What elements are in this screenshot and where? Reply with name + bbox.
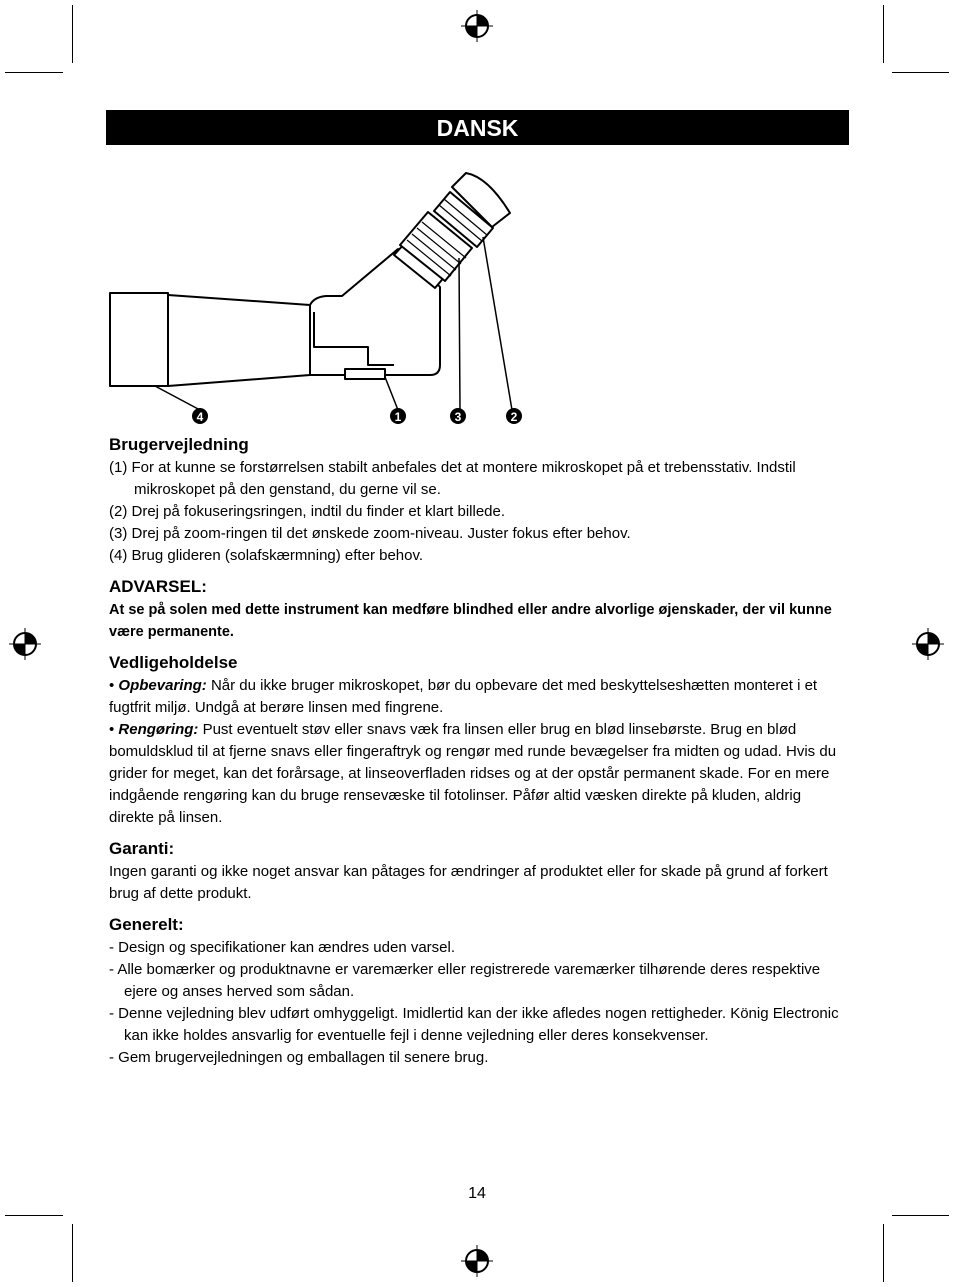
crop-mark bbox=[5, 72, 63, 73]
crop-mark bbox=[883, 1224, 884, 1282]
general-heading: Generelt: bbox=[109, 915, 184, 934]
maintenance-section bbox=[109, 651, 849, 829]
list-item: - Design og specifikationer kan ændres uden varsel. bbox=[109, 939, 456, 956]
cleaning-text: Pust eventuelt støv eller snavs væk fra linsen eller brug en blød linsebørste. Brug en blød bomuldsklud til at fjerne snavs eller fingeraftryk og rengør med runde bevægelser fra midten og udad. Hvis du grider for meget, kan det forårsage, at linseoverfladen ridses og at der opstår permanent skade. For en mere indgående rengøring kan du bruge rensevæske til fotolinser. Påfør altid væsken direkte på kluden, aldrig direkte på linsen. bbox=[109, 721, 837, 826]
registration-mark-icon bbox=[8, 627, 42, 661]
usage-section bbox=[109, 433, 849, 567]
svg-text:4: 4 bbox=[196, 410, 204, 424]
page-title: DANSK bbox=[106, 110, 849, 145]
page-number: 14 bbox=[468, 1185, 486, 1202]
manual-content bbox=[109, 433, 849, 1069]
registration-mark-icon bbox=[460, 1244, 494, 1278]
cleaning-paragraph: • Rengøring: Pust eventuelt støv eller snavs væk fra linsen eller brug en blød linsebørste. Brug en blød bomuldsklud til at fjerne snavs eller fingeraftryk og rengør med runde bevægelser fra midten og udad. Hvis du grider for meget, kan det forårsage, at linseoverfladen ridses og at der opstår permanent skade. For en mere indgående rengøring kan du bruge rensevæske til fotolinser. Påfør altid væsken direkte på kluden, aldrig direkte på linsen. bbox=[109, 721, 837, 826]
storage-paragraph: • Opbevaring: Når du ikke bruger mikroskopet, bør du opbevare det med beskyttelseshætten monteret i et fugtfrit miljø. Undgå at berøre linsen med fingrene. bbox=[109, 677, 818, 716]
svg-text:1: 1 bbox=[394, 410, 402, 424]
maintenance-heading: Vedligeholdelse bbox=[109, 653, 238, 672]
list-item: - Alle bomærker og produktnavne er varemærker eller registrerede varemærker tilhørende deres respektive ejere og anses herved som sådan. bbox=[109, 961, 821, 1000]
general-section bbox=[109, 913, 849, 1069]
crop-mark bbox=[72, 1224, 73, 1282]
warranty-section bbox=[109, 837, 849, 905]
storage-text: Når du ikke bruger mikroskopet, bør du opbevare det med beskyttelseshætten monteret i et fugtfrit miljø. Undgå at berøre linsen med fingrene. bbox=[109, 677, 818, 716]
spotting-scope-diagram bbox=[100, 165, 540, 430]
warning-text: At se på solen med dette instrument kan medføre blindhed eller andre alvorlige øjenskader, der vil kunne være permanente. bbox=[109, 602, 832, 640]
warranty-text: Ingen garanti og ikke noget ansvar kan påtages for ændringer af produktet eller for skade på grund af forkert brug af dette produkt. bbox=[109, 863, 828, 902]
usage-heading: Brugervejledning bbox=[109, 435, 249, 454]
list-item: (1) For at kunne se forstørrelsen stabilt anbefales det at montere mikroskopet på et trebensstativ. Indstil mikroskopet på den genstand, du gerne vil se. bbox=[109, 459, 796, 498]
list-item: (2) Drej på fokuseringsringen, indtil du finder et klart billede. bbox=[109, 503, 506, 520]
callout-number bbox=[506, 408, 522, 424]
list-item: - Denne vejledning blev udført omhyggeligt. Imidlertid kan der ikke afledes nogen rettigheder. König Electronic kan ikke holdes ansvarlig for eventuelle fejl i denne vejledning eller deres konsekvenser. bbox=[109, 1005, 839, 1044]
general-list bbox=[109, 937, 849, 1069]
warning-section bbox=[109, 575, 849, 643]
registration-mark-icon bbox=[911, 627, 945, 661]
warning-heading: ADVARSEL: bbox=[109, 577, 207, 596]
list-item: (3) Drej på zoom-ringen til det ønskede zoom-niveau. Juster fokus efter behov. bbox=[109, 525, 631, 542]
callout-number bbox=[450, 408, 466, 424]
list-item: - Gem brugervejledningen og emballagen til senere brug. bbox=[109, 1049, 489, 1066]
usage-list bbox=[109, 457, 849, 567]
crop-mark bbox=[892, 72, 949, 73]
registration-mark-icon bbox=[460, 9, 494, 43]
svg-text:2: 2 bbox=[510, 410, 518, 424]
crop-mark bbox=[72, 5, 73, 63]
crop-mark bbox=[5, 1215, 63, 1216]
crop-mark bbox=[892, 1215, 949, 1216]
cleaning-label: Rengøring: bbox=[118, 721, 199, 738]
callout-number bbox=[390, 408, 406, 424]
crop-mark bbox=[883, 5, 884, 63]
list-item: (4) Brug glideren (solafskærmning) efter behov. bbox=[109, 547, 424, 564]
svg-text:3: 3 bbox=[454, 410, 462, 424]
warranty-heading: Garanti: bbox=[109, 839, 175, 858]
storage-label: Opbevaring: bbox=[118, 677, 207, 694]
callout-number bbox=[192, 408, 208, 424]
